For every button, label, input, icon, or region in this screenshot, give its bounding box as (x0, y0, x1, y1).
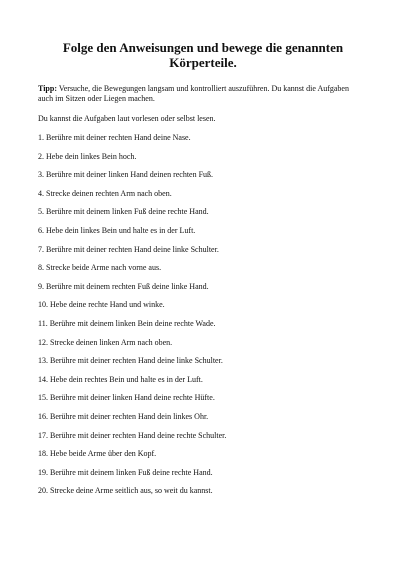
instruction-item: 17. Berühre mit deiner rechten Hand deine rechte Schulter. (38, 430, 227, 440)
page-title: Folge den Anweisungen und bewege die genannten Körperteile. (62, 40, 344, 70)
instruction-item: 20. Strecke deine Arme seitlich aus, so weit du kannst. (38, 486, 213, 496)
instruction-list (38, 133, 364, 496)
instruction-item: 15. Berühre mit deiner linken Hand deine rechte Hüfte. (38, 393, 215, 403)
instruction-item: 5. Berühre mit deinem linken Fuß deine rechte Hand. (38, 207, 209, 217)
instruction-item: 14. Hebe dein rechtes Bein und halte es in der Luft. (38, 374, 203, 384)
instruction-item: 9. Berühre mit deinem rechten Fuß deine linke Hand. (38, 281, 209, 291)
instruction-item: 6. Hebe dein linkes Bein und halte es in der Luft. (38, 225, 196, 235)
instruction-item: 18. Hebe beide Arme über den Kopf. (38, 449, 157, 459)
instruction-item: 8. Strecke beide Arme nach vorne aus. (38, 263, 162, 273)
instruction-item: 4. Strecke deinen rechten Arm nach oben. (38, 188, 172, 198)
instruction-item: 2. Hebe dein linkes Bein hoch. (38, 151, 137, 161)
intro-text: Du kannst die Aufgaben laut vorlesen oder selbst lesen. (38, 114, 216, 123)
tip-paragraph (38, 84, 364, 104)
instruction-item: 1. Berühre mit deiner rechten Hand deine Nase. (38, 133, 191, 142)
instruction-item: 7. Berühre mit deiner rechten Hand deine linke Schulter. (38, 244, 219, 254)
instruction-item: 16. Berühre mit deiner rechten Hand dein linkes Ohr. (38, 411, 209, 421)
instruction-item: 13. Berühre mit deiner rechten Hand deine linke Schulter. (38, 356, 223, 366)
instruction-item: 10. Hebe deine rechte Hand und winke. (38, 300, 165, 310)
instruction-item: 12. Strecke deinen linken Arm nach oben. (38, 337, 173, 347)
tip-text: Versuche, die Bewegungen langsam und kontrolliert auszuführen. Du kannst die Aufgaben auch im Sitzen oder Liegen machen. (38, 84, 349, 103)
instruction-item: 3. Berühre mit deiner linken Hand deinen rechten Fuß. (38, 170, 214, 180)
instruction-item: 11. Berühre mit deinem linken Bein deine rechte Wade. (38, 318, 216, 328)
tip-label: Tipp: (38, 84, 57, 93)
instruction-item: 19. Berühre mit deinem linken Fuß deine rechte Hand. (38, 467, 213, 477)
